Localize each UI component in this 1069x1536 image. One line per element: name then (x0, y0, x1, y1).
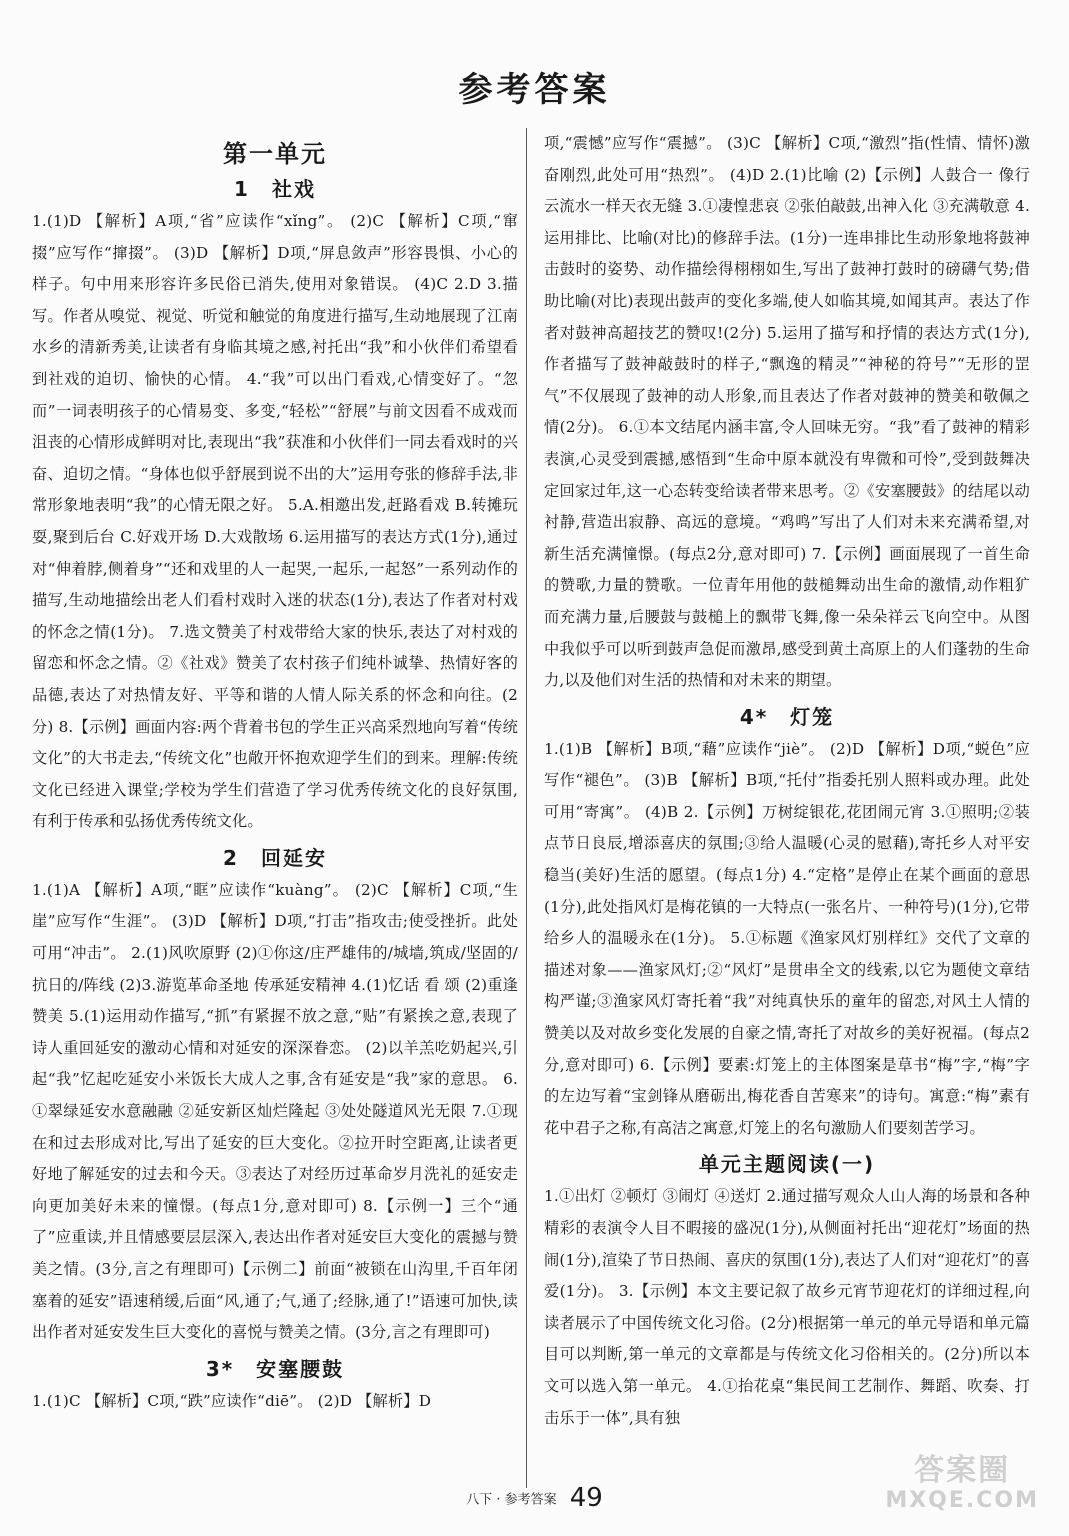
section-text-shexi: 1.(1)D 【解析】A项,“省”应读作“xǐng”。 (2)C 【解析】C项,“窜掇”应写作“撺掇”。 (3)D 【解析】D项,“屏息敛声”形容畏惧、小心的样子。句中用来形容许多民俗已消失,使用对象错误。 (4)C 2.D 3.描写。作者从嗅觉、视觉、听觉和触觉的角度进行描写,生动地展现了江南水乡的清新秀美,让读者有身临其境之感,衬托出“我”和小伙伴们希望看到社戏的迫切、愉快的心情。 4.“我”可以出门看戏,心情变好了。“忽而”一词表明孩子的心情易变、多变,“轻松”“舒展”与前文因看不成戏而沮丧的心情形成鲜明对比,表现出“我”获准和小伙伴们一同去看戏时的兴奋、迫切之情。“身体也似乎舒展到说不出的大”运用夸张的修辞手法,非常形象地表明“我”的心情无限之好。 5.A.相邀出发,赶路看戏 B.转摊玩耍,聚到后台 C.好戏开场 D.大戏散场 6.运用描写的表达方式(1分),通过对“伸着脖,侧着身”“还和戏里的人一起哭,一起乐,一起怒”一系列动作的描写,生动地描绘出老人们看村戏时入迷的状态(1分),表达了作者对村戏的怀念之情(1分)。 7.选文赞美了村戏带给大家的快乐,表达了对村戏的留恋和怀念之情。②《社戏》赞美了农村孩子们纯朴诚挚、热情好客的品德,表达了对热情友好、平等和谐的人情人际关系的怀念和向往。(2分) 8.【示例】画面内容:两个背着书包的学生正兴高采烈地向写着“传统文化”的大书走去,“传统文化”也敞开怀抱欢迎学生们的到来。理解:传统文化已经进入课堂;学校为学生们营造了学习优秀传统文化的良好氛围,有利于传承和弘扬优秀传统文化。 (32, 212, 518, 831)
section-title-huiyanan: 2 回延安 (223, 845, 327, 870)
watermark-line2: MXQE.COM (885, 1488, 1039, 1513)
section-text-ansaiyaogu: 1.(1)C 【解析】C项,“跌”应读作“diē”。 (2)D 【解析】D (32, 1391, 432, 1410)
column-divider (526, 128, 527, 1488)
left-column (32, 128, 518, 1417)
section-title-shexi: 1 社戏 (234, 177, 316, 201)
section-title-denglong: 4* 灯笼 (739, 704, 835, 729)
section-title-theme-reading: 单元主题阅读(一) (698, 1152, 876, 1177)
section-title-ansaiyaogu: 3* 安塞腰鼓 (205, 1356, 345, 1381)
section-text-ansaiyaogu-cont: 项,“震憾”应写作“震撼”。 (3)C 【解析】C项,“激烈”指(性情、情怀)激奋刚烈,此处可用“热烈”。 (4)D 2.(1)比喻 (2)【示例】人鼓合一 像行云流水一样天衣无缝 3.①凄惶悲哀 ②张伯敲鼓,出神入化 ③充满敬意 4.运用排比、比喻(对比)的修辞手法。(1分)一连串排比生动形象地将鼓神击鼓时的姿势、动作描绘得栩栩如生,写出了鼓神打鼓时的磅礴气势;借助比喻(对比)表现出鼓声的变化多端,使人如临其境,如闻其声。表达了作者对鼓神高超技艺的赞叹!(2分) 5.运用了描写和抒情的表达方式(1分),作者描写了鼓神敲鼓时的样子,“飘逸的精灵”“神秘的符号”“无形的罡气”不仅展现了鼓神的动人形象,而且表达了作者对鼓神的赞美和敬佩之情(2分)。 6.①本文结尾内涵丰富,令人回味无穷。“我”看了鼓神的精彩表演,心灵受到震撼,感悟到“生命中原本就没有卑微和可怜”,受到鼓舞决定回家过年,这一心态转变给读者带来思考。②《安塞腰鼓》的结尾以动衬静,营造出寂静、高远的意境。“鸡鸣”写出了人们对未来充满希望,对新生活充满憧憬。(每点2分,意对即可) 7.【示例】画面展现了一首生命的赞歌,力量的赞歌。一位青年用他的鼓槌舞动出生命的激情,动作粗犷而充满力量,后腰鼓与鼓槌上的飘带飞舞,像一朵朵祥云飞向空中。从图中我似乎可以听到鼓声急促而激昂,感受到黄土高原上的人们蓬勃的生命力,以及他们对生活的热情和对未来的期望。 (544, 134, 1030, 690)
watermark-logo (885, 1453, 1039, 1516)
right-column (544, 128, 1030, 1434)
section-text-denglong: 1.(1)B 【解析】B项,“藉”应读作“jiè”。 (2)D 【解析】D项,“蜕色”应写作“褪色”。 (3)B 【解析】B项,“托付”指委托别人照料或办理。此处可用“寄寓”。 (4)B 2.【示例】万树绽银花,花团闹元宵 3.①照明;②装点节日良辰,增添喜庆的氛围;③给人温暖(心灵的慰藉),寄托乡人对平安稳当(美好)生活的愿望。(每点1分) 4.“定格”是停止在某个画面的意思(1分),此处指风灯是梅花镇的一大特点(一张名片、一种符号)(1分),它带给乡人的温暖永在(1分)。 5.①标题《渔家风灯别样红》交代了文章的描述对象——渔家风灯;②“风灯”是贯串全文的线索,以它为题使文章结构严谨;③渔家风灯寄托着“我”对纯真快乐的童年的留恋,对风土人情的赞美以及对故乡变化发展的自豪之情,寄托了对故乡的美好祝福。(每点2分,意对即可) 6.【示例】要素:灯笼上的主体图案是草书“梅”字,“梅”字的左边写着“宝剑锋从磨砺出,梅花香自苦寒来”的诗句。寓意:“梅”素有花中君子之称,有高洁之寓意,灯笼上的名句激励人们要刻苦学习。 (544, 739, 1030, 1137)
watermark-line1: 答案圈 (914, 1453, 1011, 1488)
unit-title: 第一单元 (223, 140, 327, 168)
page-number: 49 (569, 1483, 603, 1513)
section-text-huiyanan: 1.(1)A 【解析】A项,“眶”应读作“kuàng”。 (2)C 【解析】C项,“生崖”应写作“生涯”。 (3)D 【解析】D项,“打击”指攻击;使受挫折。此处可用“冲击”。 2.(1)风吹原野 (2)①你这/庄严雄伟的/城墙,筑成/坚固的/抗日的/阵线 (2)3.游览革命圣地 传承延安精神 4.(1)忆话 看 颂 (2)重逢 赞美 5.(1)运用动作描写,“抓”有紧握不放之意,“贴”有紧挨之意,表现了诗人重回延安的激动心情和对延安的深深眷恋。 (2)以羊羔吃奶起兴,引起“我”忆起吃延安小米饭长大成人之事,含有延安是“我”家的意思。 6.①翠绿延安水意融融 ②延安新区灿烂隆起 ③处处隧道风光无限 7.①现在和过去形成对比,写出了延安的巨大变化。②拉开时空距离,让读者更好地了解延安的过去和今天。③表达了对经历过革命岁月洗礼的延安走向更加美好未来的憧憬。(每点1分,意对即可) 8.【示例一】三个“通了”应重读,并且情感要层层深入,表达出作者对延安巨大变化的震撼与赞美之情。(3分,言之有理即可)【示例二】前面“被锁在山沟里,千百年闭塞着的延安”语速稍缓,后面“风,通了;气,通了;经脉,通了!”语速可加快,读出作者对延安发生巨大变化的喜悦与赞美之情。(3分,言之有理即可) (32, 880, 518, 1342)
section-text-theme-reading: 1.①出灯 ②顿灯 ③闹灯 ④送灯 2.通过描写观众人山人海的场景和各种精彩的表演令人目不暇接的盛况(1分),从侧面衬托出“迎花灯”场面的热闹(1分),渲染了节日热闹、喜庆的氛围(1分),表达了人们对“迎花灯”的喜爱(1分)。 3.【示例】本文主要记叙了故乡元宵节迎花灯的详细过程,向读者展示了中国传统文化习俗。(2分)根据第一单元的单元导语和单元篇目可以判断,第一单元的文章都是与传统文化习俗相关的。(2分)所以本文可以选入第一单元。 4.①抬花桌“集民间工艺制作、舞蹈、吹奏、打击乐于一体”,具有独 (544, 1187, 1030, 1427)
footer-label: 八下 · 参考答案 (466, 1492, 557, 1508)
page-title: 参考答案 (458, 70, 611, 110)
